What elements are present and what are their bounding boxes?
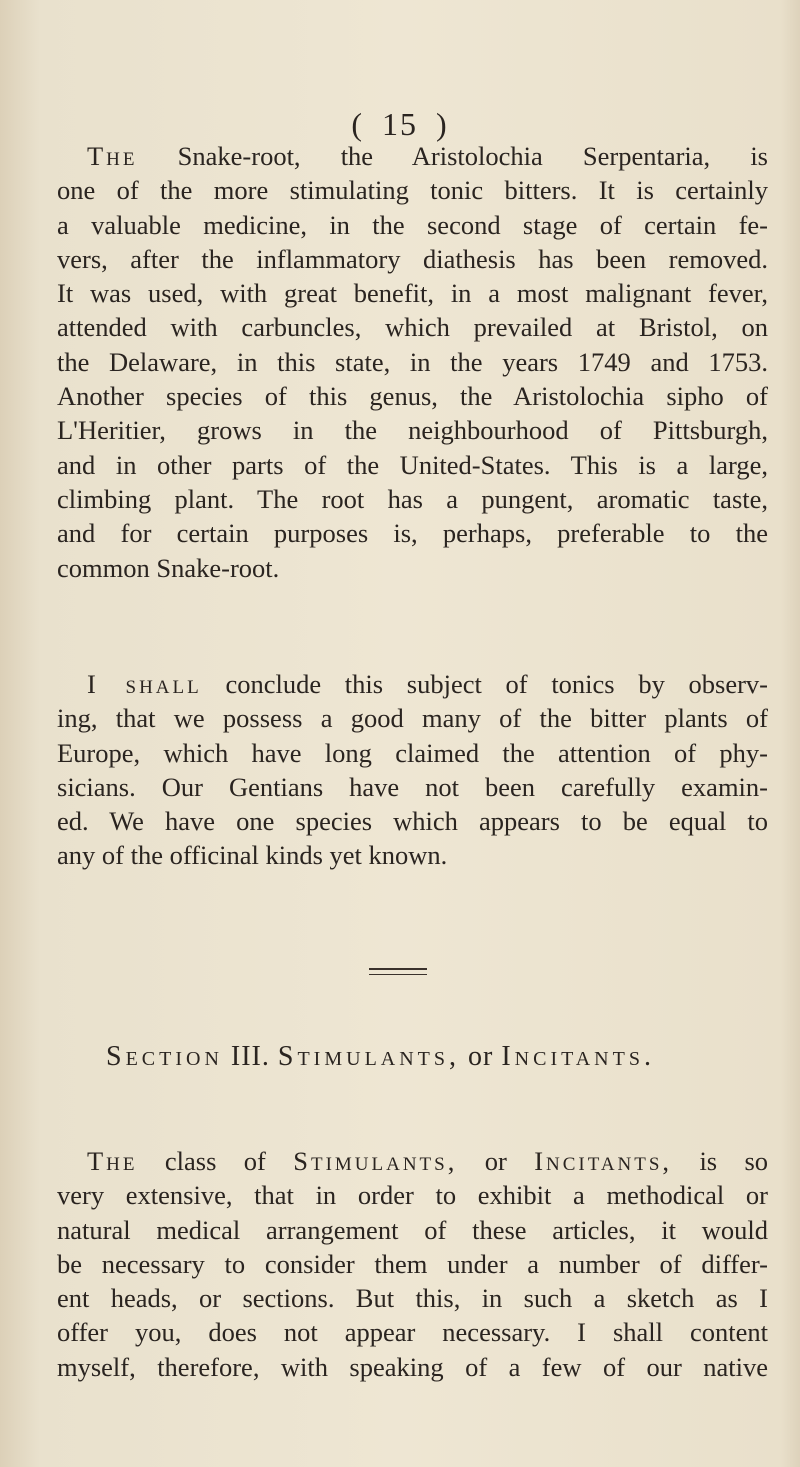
paragraph-line: sicians. Our Gentians have not been carefully examin- <box>57 771 768 802</box>
paragraph-line: I shall conclude this subject of tonics by observ- <box>87 669 768 699</box>
paragraph-line: and in other parts of the United-States. This is a large, <box>57 449 768 480</box>
section-numeral: III. <box>230 1041 270 1072</box>
page-number: ( 15 ) <box>351 106 449 142</box>
paragraph-line: any of the officinal kinds yet known. <box>57 840 448 871</box>
paragraph-line: a valuable medicine, in the second stage of certain fe- <box>57 209 768 240</box>
paragraph-line: Another species of this genus, the Aristolochia sipho of <box>57 381 768 412</box>
section-divider-rule <box>369 968 427 975</box>
paragraph-line: ing, that we possess a good many of the bitter plants of <box>57 703 768 734</box>
paragraph-line: very extensive, that in order to exhibit a methodical or <box>57 1180 768 1211</box>
paragraph-line: ent heads, or sections. But this, in such a sketch as I <box>57 1283 768 1314</box>
paragraph-conclusion <box>57 667 768 873</box>
paragraph-line: L'Heritier, grows in the neighbourhood of Pittsburgh, <box>57 415 768 446</box>
paragraph-lead: I shall <box>87 669 202 699</box>
paragraph-line: ed. We have one species which appears to be equal to <box>57 806 768 837</box>
paragraph-line: The Snake-root, the Aristolochia Serpentaria, is <box>87 141 768 171</box>
paragraph-line: climbing plant. The root has a pungent, aromatic taste, <box>57 483 768 514</box>
section-heading <box>106 1041 706 1073</box>
paragraph-line: natural medical arrangement of these articles, it would <box>57 1214 768 1245</box>
section-title-stimulants: Stimulants, <box>277 1041 461 1072</box>
paragraph-lead: The <box>87 1146 138 1176</box>
paragraph-lead: The <box>87 141 138 171</box>
paragraph-line: The class of Stimulants, or Incitants, is so <box>87 1146 769 1176</box>
paragraph-stimulants <box>57 1144 768 1384</box>
paragraph-line: and for certain purposes is, perhaps, preferable to the <box>57 518 768 549</box>
paragraph-line: one of the more stimulating tonic bitters. It is certainly <box>57 175 768 206</box>
paragraph-line: vers, after the inflammatory diathesis has been removed. <box>57 243 768 274</box>
section-word: Section <box>106 1041 223 1072</box>
paragraph-line: be necessary to consider them under a number of differ- <box>57 1248 768 1279</box>
section-title-or: or <box>468 1041 494 1072</box>
paragraph-snake-root <box>57 139 768 585</box>
section-title-incitants: Incitants. <box>501 1041 655 1072</box>
paragraph-line: Europe, which have long claimed the attention of phy- <box>57 737 768 768</box>
paragraph-line: offer you, does not appear necessary. I shall content <box>57 1317 768 1348</box>
paragraph-line: myself, therefore, with speaking of a few of our native <box>57 1351 768 1382</box>
paragraph-line: attended with carbuncles, which prevailed at Bristol, on <box>57 312 768 343</box>
paragraph-line: It was used, with great benefit, in a most malignant fever, <box>57 278 768 309</box>
paragraph-line: the Delaware, in this state, in the years 1749 and 1753. <box>57 346 768 377</box>
paragraph-line: common Snake-root. <box>57 552 280 583</box>
